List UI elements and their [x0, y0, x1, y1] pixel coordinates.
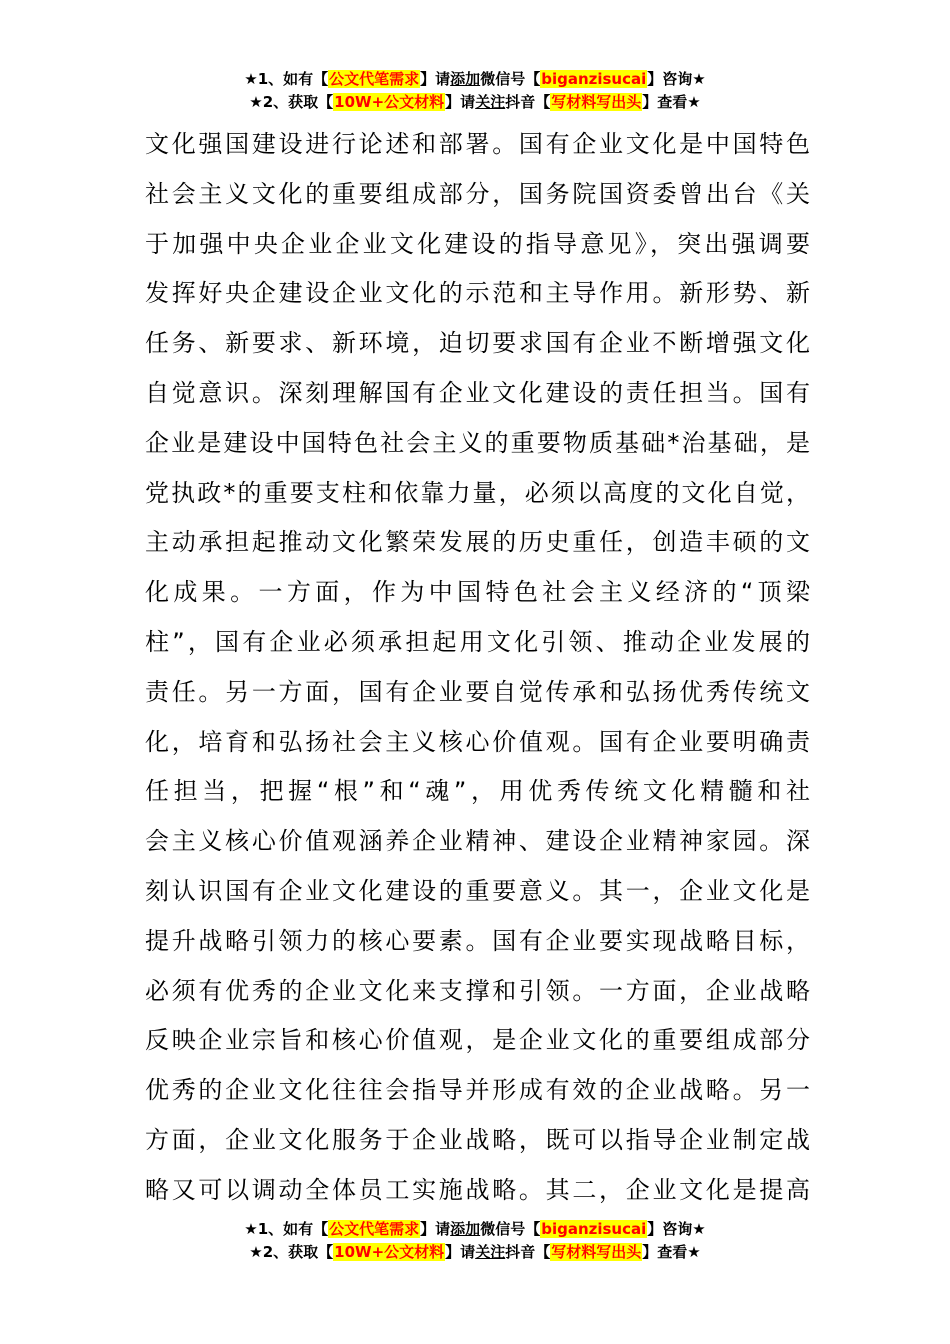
- star-icon: ★: [687, 93, 701, 111]
- star-icon: ★: [249, 93, 263, 111]
- promo-text: 】查看: [642, 93, 688, 111]
- promo-underlined-text: 关注: [475, 93, 506, 111]
- body-line: 党执政*的重要支柱和依靠力量，必须以高度的文化自觉，: [145, 478, 810, 507]
- body-line: 任担当，把握“根”和“魂”，用优秀传统文化精髓和社: [145, 777, 810, 806]
- promo-text: 2、获取【: [262, 1243, 334, 1261]
- promo-text: 1、如有【: [257, 70, 329, 88]
- promo-line-wechat: [0, 68, 950, 91]
- promo-text: 】咨询: [647, 1220, 693, 1238]
- body-line: 反映企业宗旨和核心价值观，是企业文化的重要组成部分: [145, 1026, 810, 1055]
- body-line: 主动承担起推动文化繁荣发展的历史重任，创造丰硕的文: [145, 528, 810, 557]
- body-line: 社会主义文化的重要组成部分，国务院国资委曾出台《关: [145, 179, 810, 208]
- promo-text: 】请: [445, 93, 476, 111]
- body-line: 刻认识国有企业文化建设的重要意义。其一，企业文化是: [145, 876, 810, 905]
- star-icon: ★: [692, 1220, 706, 1238]
- star-icon: ★: [244, 70, 258, 88]
- promo-text: 】请: [420, 1220, 451, 1238]
- wechat-id-highlight: biganzisucai: [541, 1220, 647, 1238]
- body-line: 方面，企业文化服务于企业战略，既可以指导企业制定战: [145, 1125, 810, 1154]
- promo-line-douyin: [0, 1241, 950, 1264]
- body-line: 发挥好央企建设企业文化的示范和主导作用。新形势、新: [145, 279, 810, 308]
- promo-highlight: 公文代笔需求: [329, 1220, 420, 1238]
- header-promo-banner: [0, 68, 950, 114]
- body-line: 必须有优秀的企业文化来支撑和引领。一方面，企业战略: [145, 976, 810, 1005]
- promo-text: 】请: [420, 70, 451, 88]
- promo-highlight: 公文代笔需求: [329, 70, 420, 88]
- body-line: 文化强国建设进行论述和部署。国有企业文化是中国特色: [145, 130, 810, 158]
- body-line: 会主义核心价值观涵养企业精神、建设企业精神家园。深: [145, 827, 810, 856]
- promo-text: 抖音【: [505, 93, 551, 111]
- star-icon: ★: [244, 1220, 258, 1238]
- promo-text: 】咨询: [647, 70, 693, 88]
- document-body: [145, 120, 810, 1216]
- promo-text: 微信号【: [480, 1220, 541, 1238]
- footer-promo-banner: [0, 1218, 950, 1264]
- promo-highlight: 10W+公文材料: [334, 1243, 445, 1261]
- promo-underlined-text: 关注: [475, 1243, 506, 1261]
- star-icon: ★: [687, 1243, 701, 1261]
- body-line: 柱”，国有企业必须承担起用文化引领、推动企业发展的: [145, 627, 810, 656]
- body-line: 任务、新要求、新环境，迫切要求国有企业不断增强文化: [145, 329, 810, 358]
- body-line: 自觉意识。深刻理解国有企业文化建设的责任担当。国有: [145, 378, 810, 407]
- promo-text: 2、获取【: [262, 93, 334, 111]
- promo-underlined-text: 添加: [450, 70, 481, 88]
- promo-text: 】请: [445, 1243, 476, 1261]
- body-line: 化，培育和弘扬社会主义核心价值观。国有企业要明确责: [145, 727, 810, 756]
- promo-text: 微信号【: [480, 70, 541, 88]
- star-icon: ★: [692, 70, 706, 88]
- promo-line-douyin: [0, 91, 950, 114]
- promo-underlined-text: 添加: [450, 1220, 481, 1238]
- body-line: 责任。另一方面，国有企业要自觉传承和弘扬优秀传统文: [145, 677, 810, 706]
- star-icon: ★: [249, 1243, 263, 1261]
- promo-text: 1、如有【: [257, 1220, 329, 1238]
- body-line: 提升战略引领力的核心要素。国有企业要实现战略目标，: [145, 926, 810, 955]
- promo-highlight: 10W+公文材料: [334, 93, 445, 111]
- douyin-account-highlight: 写材料写出头: [551, 93, 642, 111]
- body-line: 企业是建设中国特色社会主义的重要物质基础*治基础，是: [145, 428, 810, 457]
- body-line: 于加强中央企业企业文化建设的指导意见》，突出强调要: [145, 229, 810, 258]
- wechat-id-highlight: biganzisucai: [541, 70, 647, 88]
- promo-line-wechat: [0, 1218, 950, 1241]
- body-line: 略又可以调动全体员工实施战略。其二，企业文化是提高: [145, 1175, 810, 1204]
- body-line: 优秀的企业文化往往会指导并形成有效的企业战略。另一: [145, 1076, 810, 1105]
- promo-text: 抖音【: [505, 1243, 551, 1261]
- promo-text: 】查看: [642, 1243, 688, 1261]
- douyin-account-highlight: 写材料写出头: [551, 1243, 642, 1261]
- body-line: 化成果。一方面，作为中国特色社会主义经济的“顶梁: [145, 578, 810, 607]
